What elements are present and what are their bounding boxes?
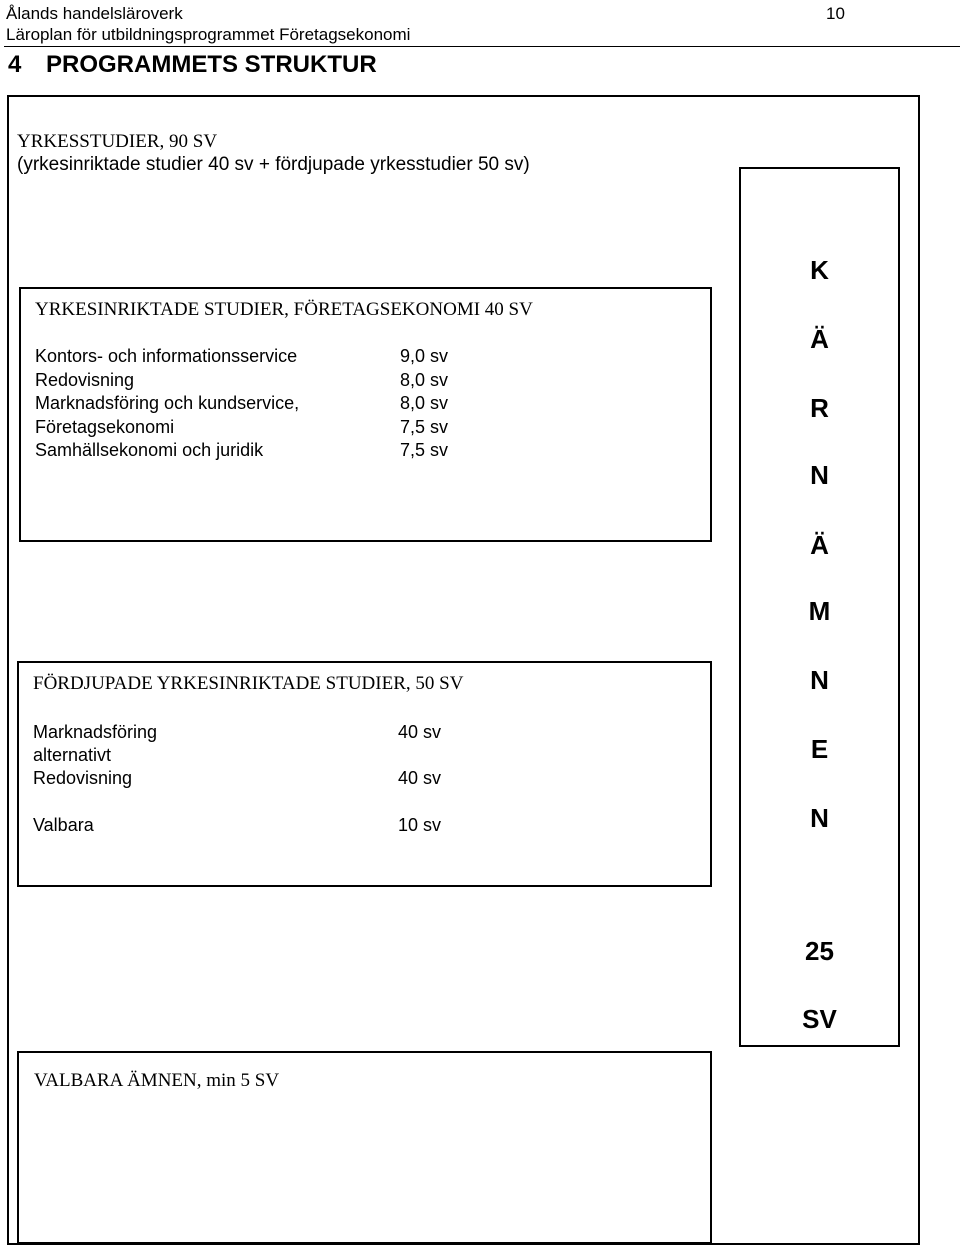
course-row — [19, 744, 710, 767]
course-credits: 8,0 sv — [400, 393, 449, 413]
course-name: Redovisning — [33, 768, 133, 788]
yrkesstudier-subheading: (yrkesinriktade studier 40 sv + fördjupade yrkesstudier 50 sv) — [17, 154, 530, 175]
page-number: 10 — [826, 4, 845, 23]
karnamnen-credits-number: 25 — [805, 936, 834, 966]
fordjupade-title: FÖRDJUPADE YRKESINRIKTADE STUDIER, 50 SV — [33, 673, 464, 694]
course-name: Samhällsekonomi och juridik — [35, 440, 264, 460]
karnamnen-letter: N — [810, 460, 829, 490]
fordjupade-studier-box — [17, 661, 712, 887]
header-curriculum: Läroplan för utbildningsprogrammet Företagsekonomi — [6, 25, 411, 44]
course-row — [21, 392, 710, 416]
header-divider — [4, 46, 960, 47]
karnamnen-letter: Ä — [810, 324, 829, 354]
course-name: Företagsekonomi — [35, 416, 175, 437]
course-row — [19, 767, 710, 790]
course-credits: 7,5 sv — [400, 440, 449, 460]
course-name: Kontors- och informationsservice — [35, 346, 298, 366]
course-row — [21, 345, 710, 369]
karnamnen-letter: N — [810, 665, 829, 695]
karnamnen-box — [739, 167, 900, 1047]
valbara-title: VALBARA ÄMNEN, min 5 SV — [34, 1070, 280, 1091]
course-credits: 10 sv — [398, 815, 442, 835]
course-credits: 7,5 sv — [400, 416, 449, 437]
course-name: alternativt — [33, 745, 112, 765]
karnamnen-letter: K — [810, 255, 829, 285]
karnamnen-letter: M — [808, 596, 831, 626]
course-name: Valbara — [33, 815, 94, 835]
karnamnen-letter: E — [810, 734, 829, 764]
course-row — [19, 814, 710, 837]
karnamnen-letter: Ä — [810, 530, 829, 560]
fordjupade-course-list — [19, 721, 710, 837]
course-row — [19, 721, 710, 744]
section-heading — [8, 51, 377, 79]
yrkesinriktade-studier-box — [19, 287, 712, 542]
course-credits: 40 sv — [398, 722, 442, 742]
karnamnen-letter: N — [810, 803, 829, 833]
section-number: 4 — [8, 51, 22, 78]
yrkesinriktade-course-list — [21, 345, 710, 463]
valbara-amnen-box — [17, 1051, 712, 1244]
karnamnen-letter: R — [810, 393, 829, 423]
yrkesinriktade-title: YRKESINRIKTADE STUDIER, FÖRETAGSEKONOMI 40 SV — [35, 299, 533, 320]
course-credits: 8,0 sv — [400, 369, 449, 390]
karnamnen-credits-unit: SV — [802, 1004, 837, 1034]
course-credits: 9,0 sv — [400, 346, 449, 366]
course-row — [21, 439, 710, 463]
section-title: PROGRAMMETS STRUKTUR — [46, 51, 377, 78]
course-credits: 40 sv — [398, 768, 442, 788]
course-row — [19, 790, 710, 814]
course-row — [21, 369, 710, 393]
course-name: Marknadsföring — [33, 722, 158, 742]
course-name: Redovisning — [35, 369, 135, 390]
course-name: Marknadsföring och kundservice, — [35, 393, 300, 413]
yrkesstudier-heading: YRKESSTUDIER, 90 SV — [17, 131, 218, 152]
header-school: Ålands handelsläroverk — [6, 4, 183, 23]
course-row — [21, 416, 710, 440]
